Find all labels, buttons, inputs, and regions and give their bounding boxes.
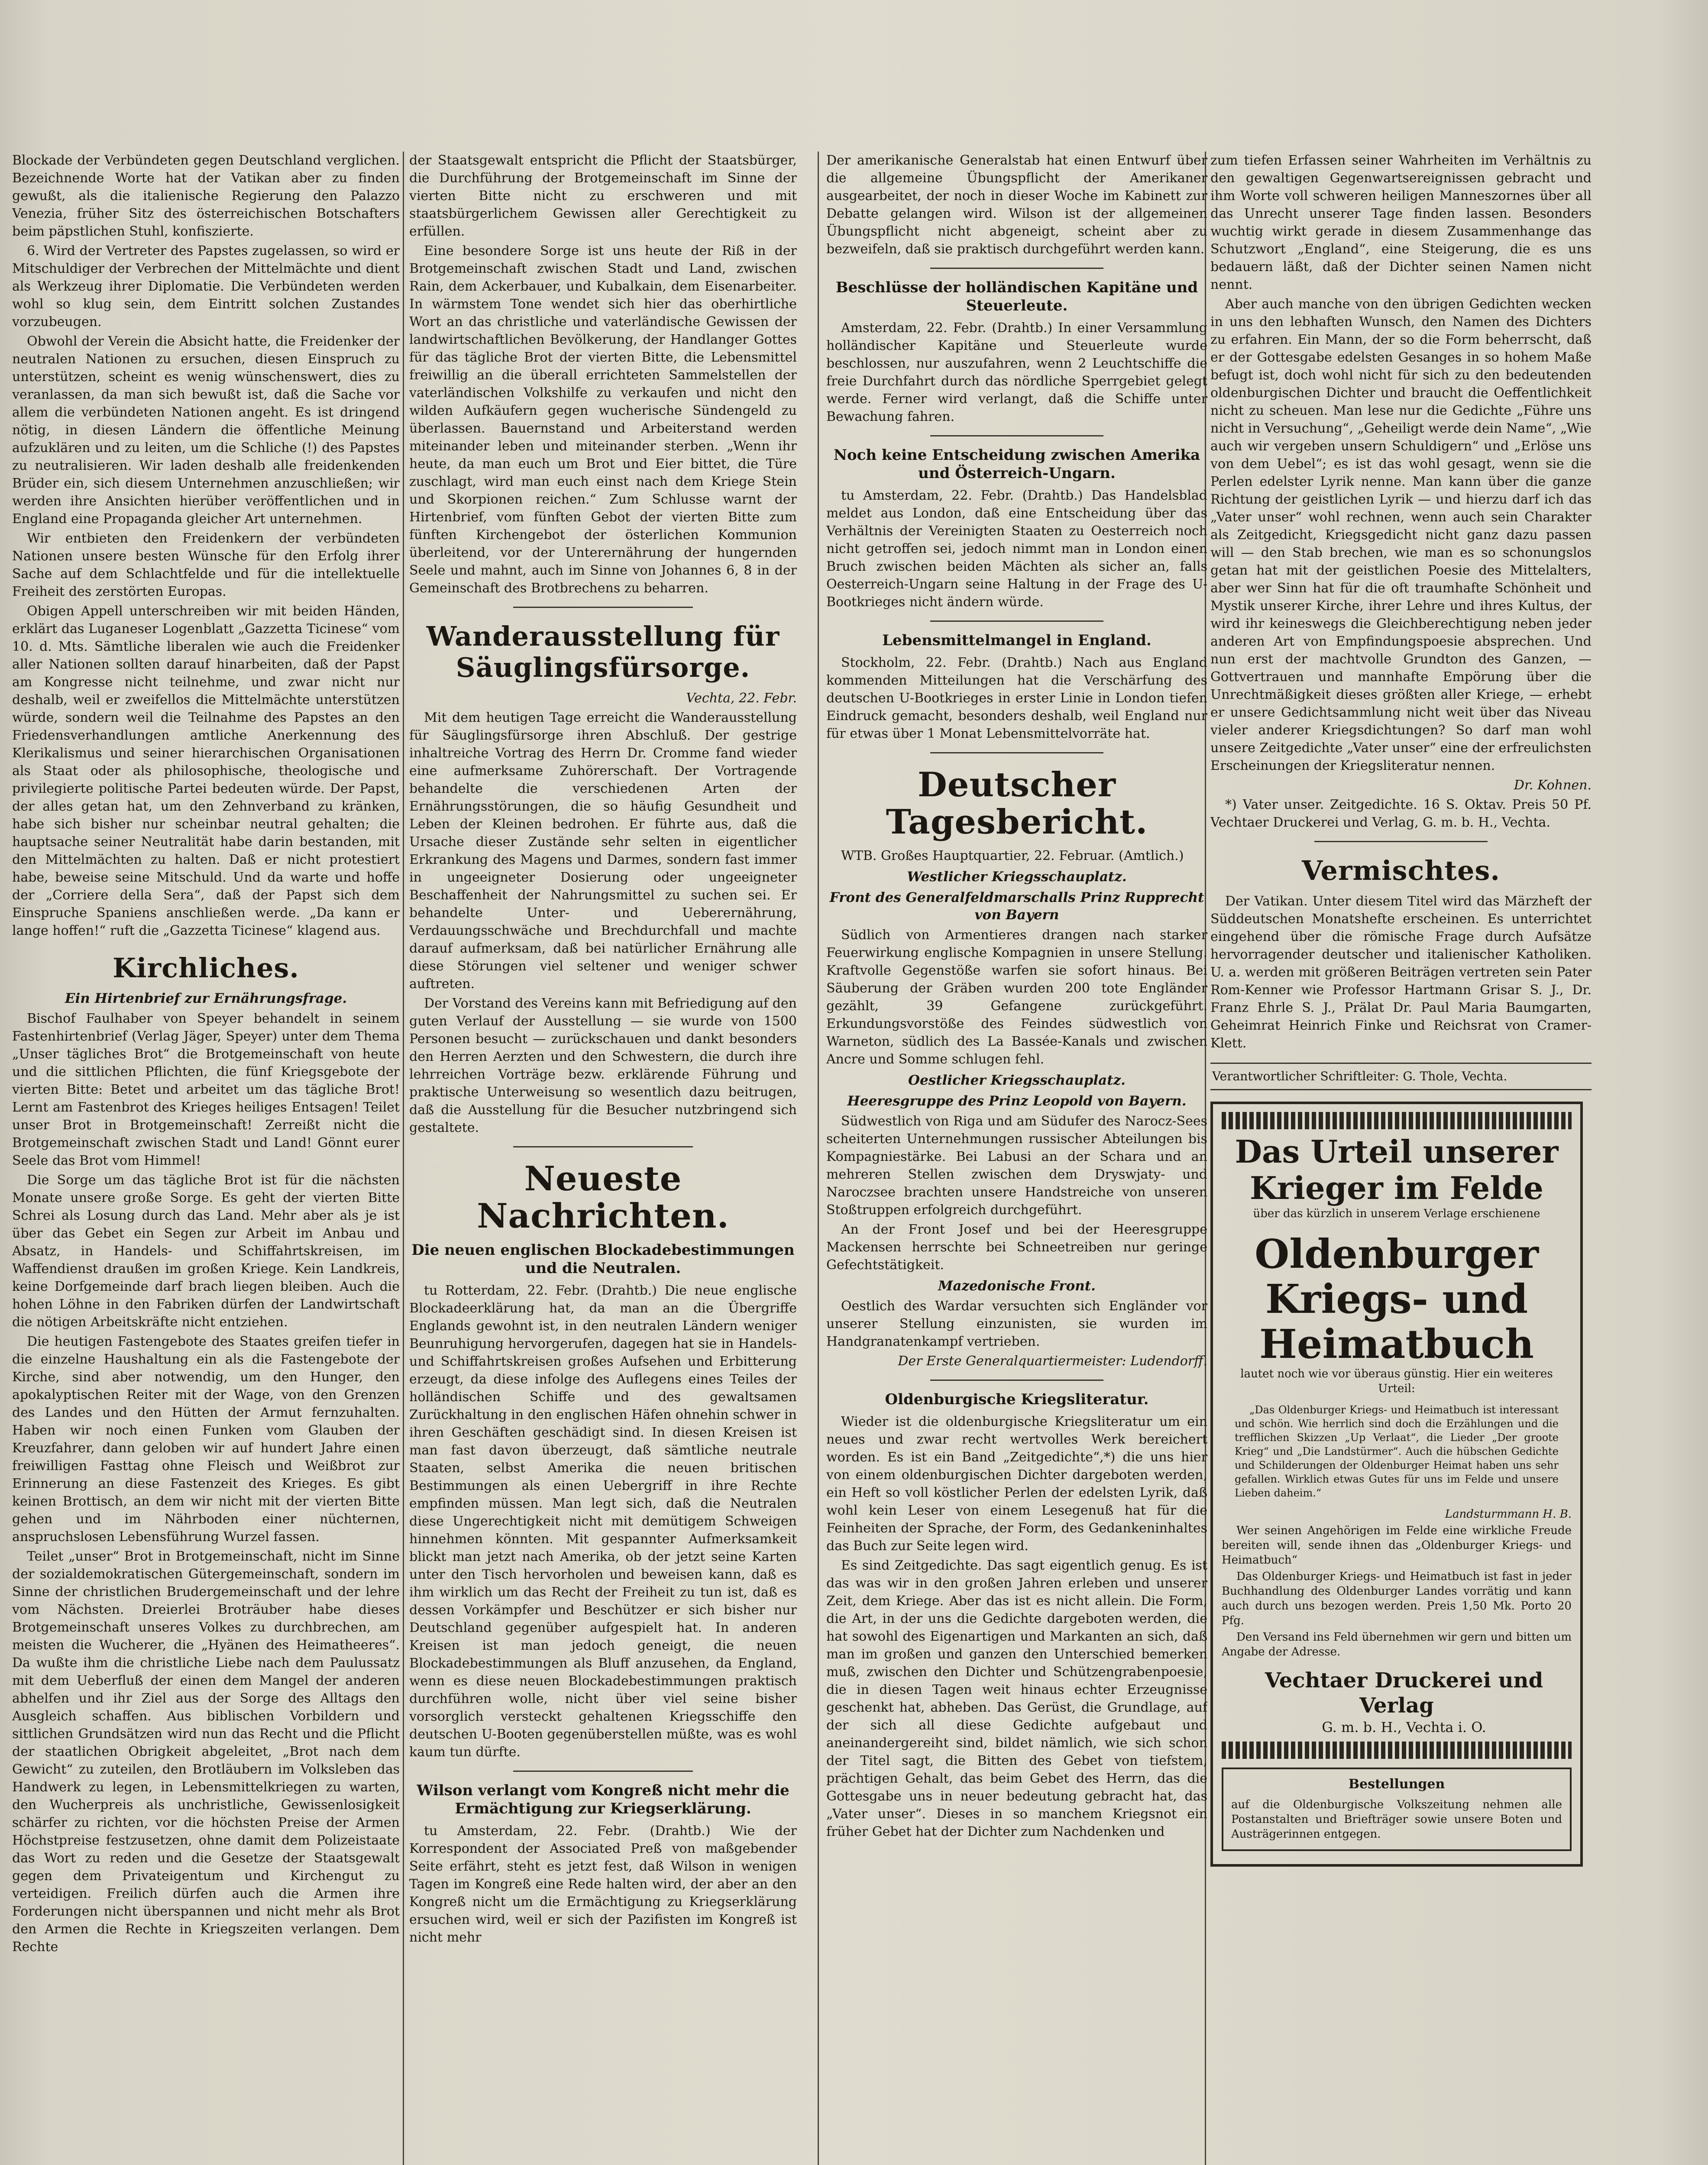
article-paragraph: Teilet „unser“ Brot in Brotgemeinschaft, nicht im Sinne der sozialdemokratischen Gütergemeinschaft, sondern im Sinne der christlichen Brudergemeinschaft und der lehre vom Nächsten. Dreierlei Broträuber habe dieses Brotgemeinschaft unseres Volkes zu durchbrechen, am meisten die Wucherer, die „Hyänen des Heimatheeres“. Da wußte ihm die christliche Liebe nach dem Paulussatz mit dem Ueberfluß der einen dem Mangel der anderen abhelfen und ihr Ziel aus der Sorge des Alltags den Ausgleich schaffen. Aus biblischen Vorbildern und sittlichen Grundsätzen wird nun das Recht und die Pflicht der staatlichen Obrigkeit abgeleitet, „Brot nach dem Gewicht“ zu zuteilen, den Brotläubern im Volksleben das Handwerk zu legen, in Lebensmittelkriegen zu warten, den Wucherpreis als unchristliche, Gewissenlosigkeit schärfer zu richten, vor die höchsten Preise der Armen Höchstpreise festzusetzen, ohne damit dem Polizeistaate das Wort zu reden und die Gesetze der Staatsgewalt gegen dem Privateigentum und Kirchengut zu verteidigen. Freilich dürfen auch die Armen ihre Forderungen nicht überspannen und nicht mehr als Brot den Armen die Rechte in Kriegszeiten verlangen. Dem Rechte: [12, 1549, 400, 1955]
ad-quote-signature: Landsturmmann H. B.: [1445, 1508, 1572, 1521]
column-rule: [403, 152, 404, 2165]
article-paragraph: Bischof Faulhaber von Speyer behandelt in seinem Fastenhirtenbrief (Verlag Jäger, Speyer) unter dem Thema „Unser tägliches Brot“ die Brotgemeinschaft von heute und die sittlichen Pflichten, die fünf Kriegsgebote der vierten Bitte: Betet und arbeitet um das tägliche Brot! Lernt am Fastenbrot des Krieges heiliges Entsagen! Teilet unser Brot in Brotgemeinschaft! Zerreißt nicht die Brotgemeinschaft zwischen Stadt und Land! Gönnt eurer Seele das Brot vom Himmel!: [12, 1011, 400, 1168]
section-heading-kirchliches: Kirchliches.: [113, 952, 299, 984]
signature: Der Erste Generalquartiermeister: Ludendorff.: [898, 1354, 1207, 1369]
divider: [513, 1771, 693, 1772]
article-paragraph: WTB. Großes Hauptquartier, 22. Februar. (Amtlich.): [841, 848, 1184, 863]
article-subheading: Mazedonische Front.: [938, 1278, 1096, 1294]
article-paragraph: 6. Wird der Vertreter des Papstes zugelassen, so wird er Mitschuldiger der Verbrechen der Mittelmächte und dient als Werkzeug ihrer Diplomatie. Die Verbündeten werden wohl so klug sein, dem Eintritt solchen Zustandes vorzubeugen.: [12, 243, 400, 330]
ad-lead: lautet noch wie vor überaus günstig. Hier ein weiteres Urteil:: [1240, 1367, 1553, 1395]
divider: [513, 1146, 693, 1147]
divider: [930, 435, 1103, 436]
article-subheading: Front des Generalfeldmarschalls Prinz Rupprecht von Bayern: [829, 890, 1204, 923]
article-subheading: Oestlicher Kriegsschauplatz.: [908, 1073, 1126, 1088]
article-paragraph: Die heutigen Fastengebote des Staates greifen tiefer in die einzelne Haushaltung ein als die Fastengebote der Kirche, sind aber notwendig, um den Hunger, den apokalyptischen Reiter mit der Wage, von den Grenzen des Landes und den Hütten der Armut fernzuhalten. Haben wir noch einen Funken vom Glauben der Kreuzfahrer, dann geloben wir auf hundert Jahre einen freiwilligen Fasttag ohne Fleisch und Weißbrot zur Erinnerung an diese Fastenzeit des Krieges. Es gibt keinen Brottisch, an dem wir nicht mit der vierten Bitte gehen und im Nährboden einer nüchternen, anspruchslosen Lebensführung Wurzel fassen.: [12, 1334, 400, 1545]
subscription-title: Bestellungen: [1348, 1777, 1445, 1792]
column-3: [826, 152, 1207, 2165]
article-paragraph: Eine besondere Sorge ist uns heute der Riß in der Brotgemeinschaft zwischen Stadt und Land, zwischen Rain, dem Ackerbauer, und Kubalkain, dem Eisenarbeiter. In wärmstem Tone wendet sich hier das oberhirtliche Wort an das christliche und vaterländische Gewissen der landwirtschaftlichen Bevölkerung, der Handlanger Gottes für das tägliche Brot der vierten Bitte, die Lebensmittel freiwillig an die überall errichteten Sammelstellen der vaterländischen Volkshilfe zu verkaufen und nicht den wilden Aufkäufern gegen wucherische Sündengeld zu überlassen. Bauernstand und Arbeiterstand werden miteinander leben und miteinander sterben. „Wenn ihr heute, da man euch um Brot und Eier bittet, die Türe zuschlagt, wird man euch einst nach dem Kriege Stein und Skorpionen reichen.“ Zum Schlusse warnt der Hirtenbrief, vom fünften Gebot der vierten Bitte zum fünften Kirchengebot der österlichen Kommunion überleitend, vor der Unterernährung der hungernden Seele und mahnt, auch im Sinne von Johannes 6, 8 in der Gemeinschaft des Brotbrechens zu beharren.: [409, 243, 797, 596]
column-rule: [818, 152, 819, 2165]
subscription-notice: [1222, 1768, 1572, 1851]
column-4: [1210, 152, 1592, 2165]
article-paragraph: Der Vatikan. Unter diesem Titel wird das Märzheft der Süddeutschen Monatshefte erscheinen. Es unterrichtet eingehend über die römische Frage durch Aufsätze hervorragender deutscher und italienischer Katholiken. U. a. werden mit größeren Beiträgen vertreten sein Pater Rom-Kenner wie Professor Hartmann Grisar S. J., Dr. Franz Ehrle S. J., Prälat Dr. Paul Maria Baumgarten, Geheimrat Heinrich Finke und Reichsrat von Cramer-Klett.: [1210, 894, 1592, 1051]
article-paragraph: Der amerikanische Generalstab hat einen Entwurf über die allgemeine Übungspflicht der Amerikaner ausgearbeitet, der noch in dieser Woche im Kabinett zur Debatte gelangen wird. Wilson ist der allgemeinen Übungspflicht nicht abgeneigt, scheint aber zu bezweifeln, daß sie praktisch durchgeführt werden kann.: [826, 153, 1207, 257]
article-subheading: Westlicher Kriegsschauplatz.: [907, 869, 1127, 885]
footnote: *) Vater unser. Zeitgedichte. 16 S. Oktav. Preis 50 Pf. Vechtaer Druckerei und Verlag, G. m. b. H., Vechta.: [1210, 797, 1592, 830]
ad-headline: Das Urteil unserer Krieger im Felde: [1235, 1133, 1559, 1206]
article-paragraph: Amsterdam, 22. Febr. (Drahtb.) In einer Versammlung holländischer Kapitäne und Steuerleute wurde beschlossen, nur auszufahren, wenn 2 Leuchtschiffe die freie Durchfahrt durch das nördliche Sperrgebiet gelegt werde. Ferner wird verlangt, daß die Schiffe unter Bewachung fahren.: [826, 320, 1207, 424]
article-paragraph: tu Rotterdam, 22. Febr. (Drahtb.) Die neue englische Blockadeerklärung hat, da man an die Übergriffe Englands gewohnt ist, in den neutralen Ländern weniger Beunruhigung hervorgerufen, dagegen hat sie in Handels- und Schiffahrtskreisen großes Aufsehen und Erbitterung erzeugt, da diese infolge des Auflegens eines Teiles der holländischen Schiffe und des gewaltsamen Zurückhaltung in den englischen Häfen ohnehin schwer in ihren Geschäften geschädigt sind. In diesen Kreisen ist man fast davon überzeugt, daß sämtliche neutrale Staaten, selbst Amerika die neuen britischen Bestimmungen als einen Uebergriff in ihre Rechte empfinden müssen. Man legt sich, daß die Neutralen diese Ungerechtigkeit nicht mit demütigem Schweigen hinnehmen könnten. Mit gespannter Aufmerksamkeit blickt man jetzt nach Amerika, ob der jetzt seine Karten unter den Tisch hervorholen und beweisen kann, daß es ihm wirklich um das Recht der Freiheit zu tun ist, daß es dessen Vorkämpfer und Beschützer er sich bisher nur Deutschland gegenüber aufgespielt hat. In anderen Kreisen ist man jedoch geneigt, die neuen Blockadebestimmungen als Bluff anzusehen, da England, wenn es diese neuen Blockadebestimmungen praktisch durchführen wolle, nicht über viel seine bisher vorsorglich versteckt gehaltenen Kriegsschiffe den deutschen U-Booten gegenüberstellen müßte, was es wohl kaum tun dürfte.: [409, 1283, 797, 1760]
advertisement-box: [1210, 1102, 1583, 1867]
ornament-border: [1222, 1742, 1572, 1759]
article-headline: Oldenburgische Kriegsliteratur.: [885, 1391, 1149, 1408]
section-heading-neueste: Neueste Nachrichten.: [477, 1159, 729, 1236]
article-paragraph: tu Amsterdam, 22. Febr. (Drahtb.) Das Handelsblad meldet aus London, daß eine Entscheidung über das Verhältnis der Vereinigten Staaten zu Oesterreich noch nicht getroffen sei, jedoch nimmt man in London einen Bruch zwischen beiden Mächten als sicher an, falls Oesterreich-Ungarn seine Haltung in der Frage des U-Bootkrieges nicht ändern würde.: [826, 488, 1207, 610]
subscription-text: auf die Oldenburgische Volkszeitung nehmen alle Postanstalten und Briefträger sowie unsere Boten und Austrägerinnen entgegen.: [1231, 1798, 1562, 1841]
column-2: [409, 152, 797, 2165]
column-1: [12, 152, 400, 2165]
article-paragraph: Die Sorge um das tägliche Brot ist für die nächsten Monate unsere große Sorge. Es geht der vierten Bitte Schrei als Losung durch das Land. Mehr aber als je ist über das Gebet ein Segen zur Arbeit im Anbau und Absatz, in Handels- und Schiffahrtskreisen, im Waffendienst draußen im großen Kriege. Kein Landkreis, keine Dorfgemeinde darf brach liegen bleiben. Auch die hohen Löhne in den Fabriken dürfen der Landwirtschaft die nötigen Arbeitskräfte nicht entziehen.: [12, 1173, 400, 1330]
article-paragraph: Es sind Zeitgedichte. Das sagt eigentlich genug. Es ist das was wir in den großen Jahren erleben und unserer Zeit, dem Kriege. Aber das ist es nicht allein. Die Form, die Art, in der uns die Gedichte dargeboten werden, die hat sowohl des Eigenartigen und Markanten an sich, daß man im großen und ganzen den Unterschied bemerken muß, zwischen den Dichter und Schützengrabenpoesie, die in diesen Tagen weit hinaus echter Erzeugnisse geschenkt hat, abheben. Das Gerüst, die Grundlage, auf der sich all diese Gedichte aufgebaut und aneinandergereiht sind, bildet nämlich, wie sich schon der Titel sagt, die Bitten des Gebet von tiefstem, prächtigen Gehalt, das beim Gebet des Herrn, das die Gottesgabe uns in neuer bedeutung gebracht hat, das „Vater unser“. Dieses in so manchem Kriegsnot ein früher Gebet hat der Dichter zum Nachdenken und: [826, 1558, 1207, 1839]
article-headline: Wilson verlangt vom Kongreß nicht mehr die Ermächtigung zur Kriegserklärung.: [417, 1782, 789, 1817]
divider: [513, 607, 693, 608]
article-headline: Lebensmittelmangel in England.: [882, 632, 1152, 649]
article-paragraph: Wir entbieten den Freidenkern der verbündeten Nationen unsere besten Wünsche für den Erfolg ihrer Sache auf dem Schlachtfelde und für die intellektuelle Freiheit des zerstörten Europas.: [12, 531, 400, 599]
divider: [930, 268, 1103, 269]
dateline: Vechta, 22. Febr.: [686, 691, 797, 706]
article-paragraph: zum tiefen Erfassen seiner Wahrheiten im Verhältnis zu den gewaltigen Gegenwartsereignissen gebracht und ihm Worte voll schweren heiligen Manneszornes über all das Unrecht unserer Tage finden lassen. Besonders wuchtig wirkt gerade in diesem Zusammenhange das Schutzwort „England“, eine Steigerung, die es uns bedauern läßt, daß der Dichter seinen Namen nicht nennt.: [1210, 153, 1592, 292]
publisher-name: Vechtaer Druckerei und Verlag: [1265, 1668, 1543, 1718]
divider: [1314, 841, 1488, 842]
article-paragraph: Südlich von Armentieres drangen nach starker Feuerwirkung englische Kompagnien in unsere Stellung. Kraftvolle Gegenstöße warfen sie sofort hinaus. Bei Säuberung der Gräben wurden 200 tote Engländer gezählt, 39 Gefangene zurückgeführt. Erkundungsvorstöße des Feindes südwestlich von Warneton, südlich des La Bassée-Kanals und zwischen Ancre und Somme schlugen fehl.: [826, 927, 1207, 1067]
divider: [930, 752, 1103, 753]
article-paragraph: tu Amsterdam, 22. Febr. (Drahtb.) Wie der Korrespondent der Associated Preß von maßgebender Seite erfährt, steht es jetzt fest, daß Wilson in wenigen Tagen im Kongreß eine Rede halten wird, der aber an den Kongreß nicht um die Ermächtigung zu Kriegserklärung ersuchen wird, weil er sich der Pazifisten im Kongreß ist nicht mehr: [409, 1823, 797, 1945]
divider: [930, 1380, 1103, 1381]
section-heading-tagesbericht: Deutscher Tagesbericht.: [886, 765, 1148, 842]
ad-quote: „Das Oldenburger Kriegs- und Heimatbuch ist interessant und schön. Wie herrlich sind doch die Erzählungen und die trefflichen Skizzen „Up Verlaat“, die Lieder „Der groote Krieg“ und „Die Landstürmer“. Auch die hübschen Gedichte und Schilderungen der Oldenburger Heimat haben uns sehr gefallen. Wirklich etwas Gutes für uns im Felde und unsere Lieben daheim.“: [1235, 1404, 1559, 1499]
article-paragraph: Der Vorstand des Vereins kann mit Befriedigung auf den guten Verlauf der Ausstellung — sie wurde von 1500 Personen besucht — zurückschauen und dankt besonders den Herren Aerzten und den Schwestern, die durch ihre lehrreichen Vorträge bezw. erklärende Führung und praktische Unterweisung so wesentlich dazu beitrugen, daß die Ausstellung für die Besucher nutzbringend sich gestaltete.: [409, 996, 797, 1135]
article-paragraph: Stockholm, 22. Febr. (Drahtb.) Nach aus England kommenden Mitteilungen hat die Verschärfung des deutschen U-Bootkrieges in erster Linie in London tiefen Eindruck gemacht, besonders deshalb, weil England nur für etwas über 1 Monat Lebensmittelvorräte hat.: [826, 655, 1207, 741]
article-headline: Noch keine Entscheidung zwischen Amerika und Österreich-Ungarn.: [833, 446, 1200, 482]
article-paragraph: Blockade der Verbündeten gegen Deutschland verglichen. Bezeichnende Worte hat der Vatikan aber zu finden gewußt, als die italienische Regierung den Palazzo Venezia, früher Sitz des österreichischen Botschafters beim päpstlichen Stuhl, konfiszierte.: [12, 153, 400, 239]
article-paragraph: der Staatsgewalt entspricht die Pflicht der Staatsbürger, die Durchführung der Brotgemeinschaft im Sinne der vierten Bitte nicht zu erschweren und mit staatsbürgerlichem Gewissen aller Gerechtigkeit zu erfüllen.: [409, 153, 797, 239]
article-paragraph: Obwohl der Verein die Absicht hatte, die Freidenker der neutralen Nationen zu ersuchen, diesen Einspruch zu unterstützen, scheint es wenig wünschenswert, dies zu veranlassen, da man sich bewußt ist, daß die Sache vor allem die verbündeten Nationen angeht. Es ist dringend nötig, in diesen Ländern die öffentliche Meinung aufzuklären und zu leiten, um die Schliche (!) des Papstes zu neutralisieren. Wir laden deshalb alle freidenkenden Brüder ein, sich diesem Unternehmen anzuschließen; wir werden ihre Ansichten hierüber veröffentlichen und in England eine Propaganda gleicher Art unternehmen.: [12, 334, 400, 527]
ad-intro: über das kürzlich in unserem Verlage erschienene: [1253, 1207, 1540, 1220]
article-paragraph: Südwestlich von Riga und am Südufer des Narocz-Sees scheiterten Unternehmungen russischer Abteilungen bis Kompagniestärke. Bei Labusi an der Schara und an mehreren Stellen zwischen dem Dryswjaty- und Naroczsee brachten unsere Handstreiche von unseren Stoßtruppen erfolgreich durchgeführt.: [826, 1114, 1207, 1218]
article-headline: Beschlüsse der holländischen Kapitäne und Steuerleute.: [835, 279, 1198, 314]
responsible-editor: Verantwortlicher Schriftleiter: G. Thole, Vechta.: [1210, 1063, 1592, 1090]
article-headline: Wanderausstellung für Säuglingsfürsorge.: [426, 620, 780, 683]
article-paragraph: Obigen Appell unterschreiben wir mit beiden Händen, erklärt das Luganeser Logenblatt „Gazzetta Ticinese“ vom 10. d. Mts. Sämtliche liberalen wie auch die Freidenker aller Nationen sollten darauf hinarbeiten, daß der Papst am Kongresse nicht teilnehme, und zwar nicht nur deshalb, weil er zweifellos die Mittelmächte unterstützen würde, sondern weil die Teilnahme des Papstes an den Friedensverhandlungen amtliche Anerkennung des Klerikalismus und seiner hierarchischen Organisationen als Staat oder als philosophische, theologische und privilegierte politische Partei bedeuten würde. Der Papst, der alles getan hat, um den Zehnverband zu kränken, habe sich bisher nur scheinbar neutral gehalten; die hauptsache seiner Neutralität habe darin bestanden, mit den Mittelmächten zu halten. Daß er nicht protestiert habe, beweise seine Mitschuld. Und da warte und hoffe der „Corriere della Sera“, daß der Papst sich dem Einspruche Spaniens anschließen werde. „Da kann er lange hoffen!“ ruft die „Gazzetta Ticinese“ klagend aus.: [12, 604, 400, 938]
publisher-location: G. m. b. H., Vechta i. O.: [1322, 1719, 1486, 1735]
ad-text: Das Oldenburger Kriegs- und Heimatbuch ist fast in jeder Buchhandlung des Oldenburger Landes vorrätig und kann auch durch uns bezogen werden. Preis 1,50 Mk. Porto 20 Pfg.: [1222, 1570, 1572, 1627]
ad-text: Den Versand ins Feld übernehmen wir gern und bitten um Angabe der Adresse.: [1222, 1631, 1572, 1658]
signature: Dr. Kohnen.: [1514, 778, 1592, 793]
article-paragraph: Aber auch manche von den übrigen Gedichten wecken in uns den lebhaften Wunsch, den Namen des Dichters zu erfahren. Ein Mann, der so die Form beherrscht, daß er der Gottesgabe edelsten Gesanges in so hohem Maße befugt ist, doch wohl nicht für sich zu den bedeutenden oldenburgischen Dichter und braucht die Oeffentlichkeit nicht zu scheuen. Man lese nur die Gedichte „Führe uns nicht in Versuchung“, „Geheiligt werde dein Name“, „Wie auch wir vergeben unsern Schuldigern“ und „Erlöse uns von dem Uebel“; es ist das wohl gesagt, wenn sie die Perlen edelster Lyrik nenne. Man kann über die ganze Richtung der geistlichen Lyrik — und hierzu darf ich das „Vater unser“ wohl rechnen, wenn auch sein Charakter als Zeitgedicht, Kriegsgedicht nicht ganz dazu passen will — den Stab brechen, wie man es so schonungslos getan hat mit der geistlichen Poesie des Mittelalters, aber wer Sinn hat für die oft traumhafte Schönheit und Mystik unserer Kirche, ihrer Lehre und ihres Kultus, der wird ihr keineswegs die Gleichberechtigung neben jeder anderen Art von Empfindungspoesie absprechen. Und nun erst der machtvolle Grundton des Ganzen, — Gottvertrauen und mannhafte Empörung über die Unrechtmäßigkeit dieses größten aller Kriege, — erhebt er unsere Gedichtsammlung nicht weit über das Niveau vieler anderer Kriegsdichtungen? So darf man wohl unsere Zeitgedichte „Vater unser“ eine der erfreulichsten Erscheinungen der Kriegsliteratur nennen.: [1210, 297, 1592, 773]
divider: [930, 620, 1103, 622]
article-headline: Die neuen englischen Blockadebestimmungen und die Neutralen.: [411, 1241, 795, 1277]
article-paragraph: Mit dem heutigen Tage erreicht die Wanderausstellung für Säuglingsfürsorge ihren Abschluß. Der gestrige inhaltreiche Vortrag des Herrn Dr. Cromme fand wieder eine aufmerksame Zuhörerschaft. Der Vortragende behandelte die verschiedenen Arten der Ernährungsstörungen, die so häufig Gesundheit und Leben der Kleinen bedrohen. Er führte aus, daß die Ursache dieser Zustände sehr selten in eigentlicher Erkrankung des Magens und Darmes, sondern fast immer in ungeeigneter Dosierung oder ungeeigneter Beschaffenheit der Nahrungsmittel zu suchen sei. Er behandelte Unter- und Ueberernährung, Verdauungsschwäche und Brechdurchfall und machte darauf aufmerksam, daß bei natürlicher Ernährung alle diese Störungen viel seltener und weniger schwer auftreten.: [409, 710, 797, 992]
article-subheading: Heeresgruppe des Prinz Leopold von Bayern.: [847, 1093, 1187, 1109]
ad-book-title: Oldenburger Kriegs- und Heimatbuch: [1255, 1231, 1539, 1367]
ornament-border: [1222, 1112, 1572, 1129]
article-paragraph: Oestlich des Wardar versuchten sich Engländer vor unserer Stellung einzunisten, sie wurden im Handgranatenkampf vertrieben.: [826, 1299, 1207, 1349]
ad-text: Wer seinen Angehörigen im Felde eine wirkliche Freude bereiten will, sende ihnen das „Oldenburger Kriegs- und Heimatbuch“: [1222, 1524, 1572, 1567]
section-heading-vermischtes: Vermischtes.: [1302, 855, 1500, 886]
article-paragraph: Wieder ist die oldenburgische Kriegsliteratur um ein neues und zwar recht wertvolles Werk bereichert worden. Es ist ein Band „Zeitgedichte“,*) die uns hier von einem oldenburgischen Dichter dargeboten werden, ein Heft so voll köstlicher Perlen der edelsten Lyrik, daß wohl kein Leser von einem Lesegenuß hat für die Feinheiten der Sprache, der Form, des Gedankeninhaltes das Buch zur Seite legen wird.: [826, 1414, 1207, 1554]
article-subheading: Ein Hirtenbrief zur Ernährungsfrage.: [65, 991, 347, 1006]
article-paragraph: An der Front Josef und bei der Heeresgruppe Mackensen herrschte bei Schneetreiben nur geringe Gefechtstätigkeit.: [826, 1222, 1207, 1273]
